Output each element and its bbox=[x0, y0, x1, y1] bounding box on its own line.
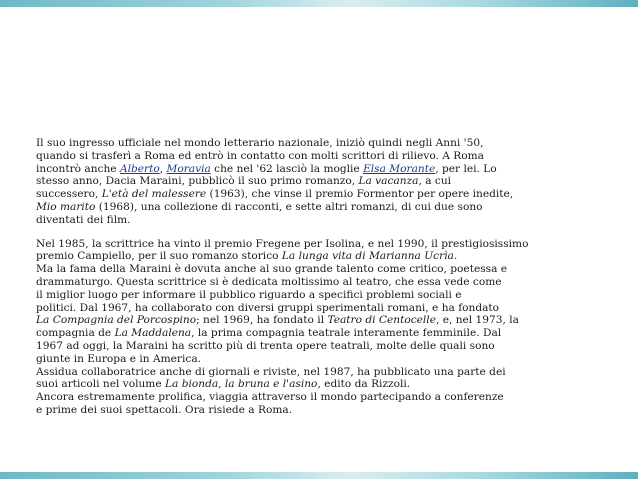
book-title: La bionda, la bruna e l'asino bbox=[164, 378, 318, 391]
text-line: suoi articoli nel volume La bionda, la bruna e l'asino, edito da Rizzoli. bbox=[36, 378, 411, 391]
text-line: successero, L'età del malessere (1963), che vinse il premio Formentor per opere inedite, bbox=[36, 188, 514, 201]
text-line: diventati dei film. bbox=[36, 213, 131, 226]
company-title: La Compagnia del Porcospino bbox=[36, 314, 197, 327]
link-alberto[interactable]: Alberto bbox=[119, 162, 160, 175]
company-title: La Maddalena bbox=[114, 327, 192, 340]
book-title: La vacanza bbox=[358, 175, 419, 188]
link-elsa-morante[interactable]: Elsa Morante bbox=[363, 162, 436, 175]
text-line: Mio marito (1968), una collezione di racconti, e sette altri romanzi, di cui due sono bbox=[36, 200, 483, 213]
text-line: incontrò anche Alberto, Moravia che nel '62 lasciò la moglie Elsa Morante, per lei. Lo bbox=[36, 162, 497, 175]
bottom-decorative-band bbox=[0, 472, 638, 479]
book-title: La lunga vita di Marianna Ucrìa bbox=[281, 250, 454, 263]
text-line: La Compagnia del Porcospino; nel 1969, ha fondato il Teatro di Centocelle, e, nel 1973, la bbox=[36, 314, 519, 327]
text-line: 1967 ad oggi, la Maraini ha scritto più di trenta opere teatrali, molte delle quali sono bbox=[36, 339, 495, 352]
text-line: e prime dei suoi spettacoli. Ora risiede a Roma. bbox=[36, 403, 293, 416]
paragraph-1 bbox=[36, 137, 620, 227]
text-line: premio Campiello, per il suo romanzo storico La lunga vita di Marianna Ucrìa. bbox=[36, 250, 458, 263]
slide-text-body bbox=[36, 137, 620, 417]
company-title: Teatro di Centocelle bbox=[327, 314, 436, 327]
text-line: Ma la fama della Maraini è dovuta anche al suo grande talento come critico, poetessa e bbox=[36, 263, 508, 276]
text-line: stesso anno, Dacia Maraini, pubblicò il suo primo romanzo, La vacanza, a cui bbox=[36, 175, 452, 188]
book-title: L'età del malessere bbox=[101, 188, 207, 201]
text-line: drammaturgo. Questa scrittrice si è dedicata moltissimo al teatro, che essa vede come bbox=[36, 275, 502, 288]
text-line: il miglior luogo per informare il pubblico riguardo a specifici problemi sociali e bbox=[36, 288, 462, 301]
link-moravia[interactable]: Moravia bbox=[166, 162, 211, 175]
top-decorative-band bbox=[0, 0, 638, 7]
paragraph-2 bbox=[36, 238, 620, 417]
book-title: Mio marito bbox=[36, 200, 96, 213]
text-line: Assidua collaboratrice anche di giornali e riviste, nel 1987, ha pubblicato una parte dei bbox=[36, 365, 506, 378]
text-line: Nel 1985, la scrittrice ha vinto il premio Fregene per Isolina, e nel 1990, il prestigiosissimo bbox=[36, 237, 529, 250]
text-line: Il suo ingresso ufficiale nel mondo letterario nazionale, iniziò quindi negli Anni '50, bbox=[36, 137, 484, 149]
text-line: compagnia de La Maddalena, la prima compagnia teatrale interamente femminile. Dal bbox=[36, 327, 502, 340]
text-line: quando si trasferì a Roma ed entrò in contatto con molti scrittori di rilievo. A Roma bbox=[36, 149, 484, 162]
text-line: giunte in Europa e in America. bbox=[36, 352, 201, 365]
text-line: Ancora estremamente prolifica, viaggia attraverso il mondo partecipando a conferenze bbox=[36, 391, 504, 404]
text-line: politici. Dal 1967, ha collaborato con diversi gruppi sperimentali romani, e ha fondato bbox=[36, 301, 500, 314]
